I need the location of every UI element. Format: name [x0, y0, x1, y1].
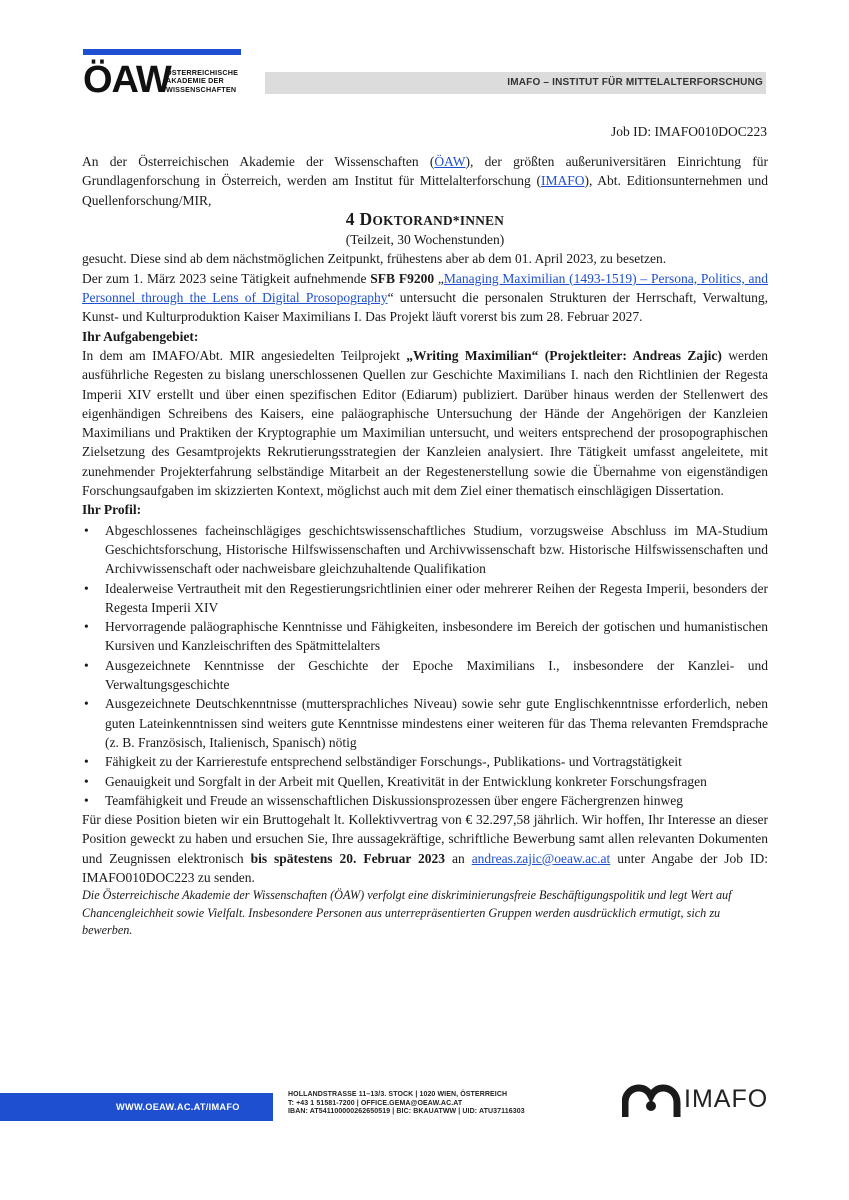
footer-url-link[interactable]: WWW.OEAW.AC.AT/IMAFO	[116, 1102, 240, 1112]
list-item: • Idealerweise Vertrautheit mit den Regestierungsrichtlinien einer oder mehrerer Reihen der Regesta Imperii, besonders der Regesta Imperii XIV	[84, 580, 768, 615]
list-item: • Teamfähigkeit und Freude an wissenschaftlichen Diskussionsprozessen über engere Fächergrenzen hinweg	[82, 791, 768, 810]
bullet-icon: •	[84, 754, 89, 770]
oaw-logo-subtitle: ÖSTERREICHISCHE AKADEMIE DER WISSENSCHAFTEN	[166, 68, 239, 94]
list-item: • Hervorragende paläographische Kenntnisse und Fähigkeiten, insbesondere im Bereich der gotischen und humanistischen Kursiven und Kanzleischriften des Spätmittelalters	[84, 619, 768, 654]
oaw-logo: ÖAW	[83, 59, 171, 101]
profile-heading: Ihr Profil:	[82, 502, 142, 518]
document-body	[82, 152, 768, 940]
intro-paragraph: An der Österreichischen Akademie der Wissenschaften (ÖAW), der größten außeruniversitären Einrichtung für Grundlagenforschung in Österreich, werden am Institut für Mittelalterforschung (IMAFO), Abt. Editionsunternehmen und Quellenforschung/MIR,	[82, 154, 768, 208]
bullet-icon: •	[84, 696, 89, 712]
list-item: • Ausgezeichnete Deutschkenntnisse (muttersprachliches Niveau) sowie sehr gute Englischkenntnisse erforderlich, neben guten Lateinkenntnissen sind weiters gute Kenntnisse mindestens einer weiteren für das Thema relevanten Fremdsprache (z. B. Französisch, Italienisch, Spanisch) nötig	[84, 696, 768, 750]
bullet-icon: •	[84, 619, 89, 635]
bullet-icon: •	[84, 792, 89, 808]
job-id: Job ID: IMAFO010DOC223	[610, 124, 767, 139]
list-item: • Genauigkeit und Sorgfalt in der Arbeit mit Quellen, Kreativität in der Entwicklung konkreter Forschungsfragen	[82, 772, 768, 791]
project-paragraph: Der zum 1. März 2023 seine Tätigkeit aufnehmende SFB F9200 „Managing Maximilian (1493-1519) – Persona, Politics, and Personnel through the Lens of Digital Prosopography“ untersucht die personalen Strukturen der Herrschaft, Verwaltung, Kunst- und Kulturproduktion Kaiser Maximilians I. Das Projekt läuft vorerst bis zum 28. Februar 2027.	[82, 270, 768, 325]
logo-accent-bar	[83, 49, 241, 55]
list-item: • Fähigkeit zu der Karrierestufe entsprechend selbständiger Forschungs-, Publikations- und Vortragstätigkeit	[82, 752, 768, 771]
bullet-icon: •	[84, 522, 89, 538]
bullet-icon: •	[84, 657, 89, 673]
oaw-link[interactable]: ÖAW	[434, 154, 466, 169]
diversity-note: Die Österreichische Akademie der Wissenschaften (ÖAW) verfolgt eine diskriminierungsfreie Beschäftigungspolitik und legt Wert auf Chancengleichheit sowie Vielfalt. Insbesondere Personen aus unterrepräsentierten Gruppen werden ausdrücklich ermutigt, sich zu bewerben.	[82, 888, 732, 938]
position-subtitle: (Teilzeit, 30 Wochenstunden)	[345, 232, 505, 248]
position-title: 4 DOKTORAND*INNEN	[345, 208, 505, 229]
tasks-heading: Ihr Aufgabengebiet:	[82, 328, 199, 344]
offer-paragraph: Für diese Position bieten wir ein Bruttogehalt lt. Kollektivvertrag von € 32.297,58 jährlich. Wir hoffen, Ihr Interesse an dieser Position geweckt zu haben und ersuchen Sie, Ihre aussagekräftige, schriftliche Bewerbung samt allen relevanten Dokumenten und Zeugnissen elektronisch bis spätestens 20. Februar 2023 an andreas.zajic@oeaw.ac.at unter Angabe der Job ID: IMAFO010DOC223 zu senden.	[82, 812, 769, 885]
bullet-icon: •	[84, 580, 89, 596]
email-link[interactable]: andreas.zajic@oeaw.ac.at	[471, 850, 611, 866]
list-item: • Abgeschlossenes facheinschlägiges geschichtswissenschaftliches Studium, vorzugsweise Abschluss im MA-Studium Geschichtsforschung, Historische Hilfswissenschaften und Archivwissenschaft bzw. Historische Hilfswissenschaften und Archivwissenschaft oder nachweisbare gleichzuhaltende Qualifikation	[84, 522, 768, 577]
profile-list	[82, 521, 768, 810]
institute-name: IMAFO – INSTITUT FÜR MITTELALTERFORSCHUNG	[507, 77, 763, 88]
imafo-logo-text: IMAFO	[684, 1085, 769, 1113]
bullet-icon: •	[84, 773, 89, 789]
list-item: • Ausgezeichnete Kenntnisse der Geschichte der Epoche Maximilians I., insbesondere der Kanzlei- und Verwaltungsgeschichte	[84, 657, 768, 693]
sought-paragraph: gesucht. Diese sind ab dem nächstmöglichen Zeitpunkt, frühestens aber ab dem 01. April 2023, zu besetzen.	[82, 251, 667, 267]
imafo-link[interactable]: IMAFO	[540, 173, 585, 189]
tasks-paragraph: In dem am IMAFO/Abt. MIR angesiedelten Teilprojekt „Writing Maximilian“ (Projektleiter: Andreas Zajic) werden ausführliche Regesten zu bislang unerschlossenen Quellen zur Geschichte Maximilians I. nach den Richtlinien der Regesta Imperii XIV erstellt und über einen spezifischen Editor (Ediarum) publiziert. Darüber hinaus werden der Stellenwert des eigenhändigen Schreibens des Kaisers, eine paläographische Untersuchung der Hände der Angehörigen der Kanzleien Maximilians und Praktiken der Kryptographie um Maximilian untersucht, und weiters entsprechend der prosopographischen Zielsetzung des Gesamtprojekts Rekrutierungsstrategien der Kanzleien analysiert. Ihre Tätigkeit umfasst angeleitete, mit zunehmender Projekterfahrung selbständige Mitarbeit an der Regestenerstellung sowie die Übernahme von eigenständigen Forschungsaufgaben im skizzierten Kontext, möglichst auch mit dem Ziel einer thematisch einschlägigen Dissertation.	[82, 347, 769, 499]
project-link[interactable]: Managing Maximilian (1493-1519) – Persona, Politics, and Personnel through the Lens of Digital Prosopography	[82, 270, 768, 306]
footer-address: HOLLANDSTRASSE 11–13/3. STOCK | 1020 WIEN, ÖSTERREICH T: +43 1 51581-7200 | OFFICE.GEMA@OEAW.AC.AT IBAN: AT541100000262650519 | BIC: BKAUATWW | UID: ATU37116303	[288, 1091, 525, 1116]
